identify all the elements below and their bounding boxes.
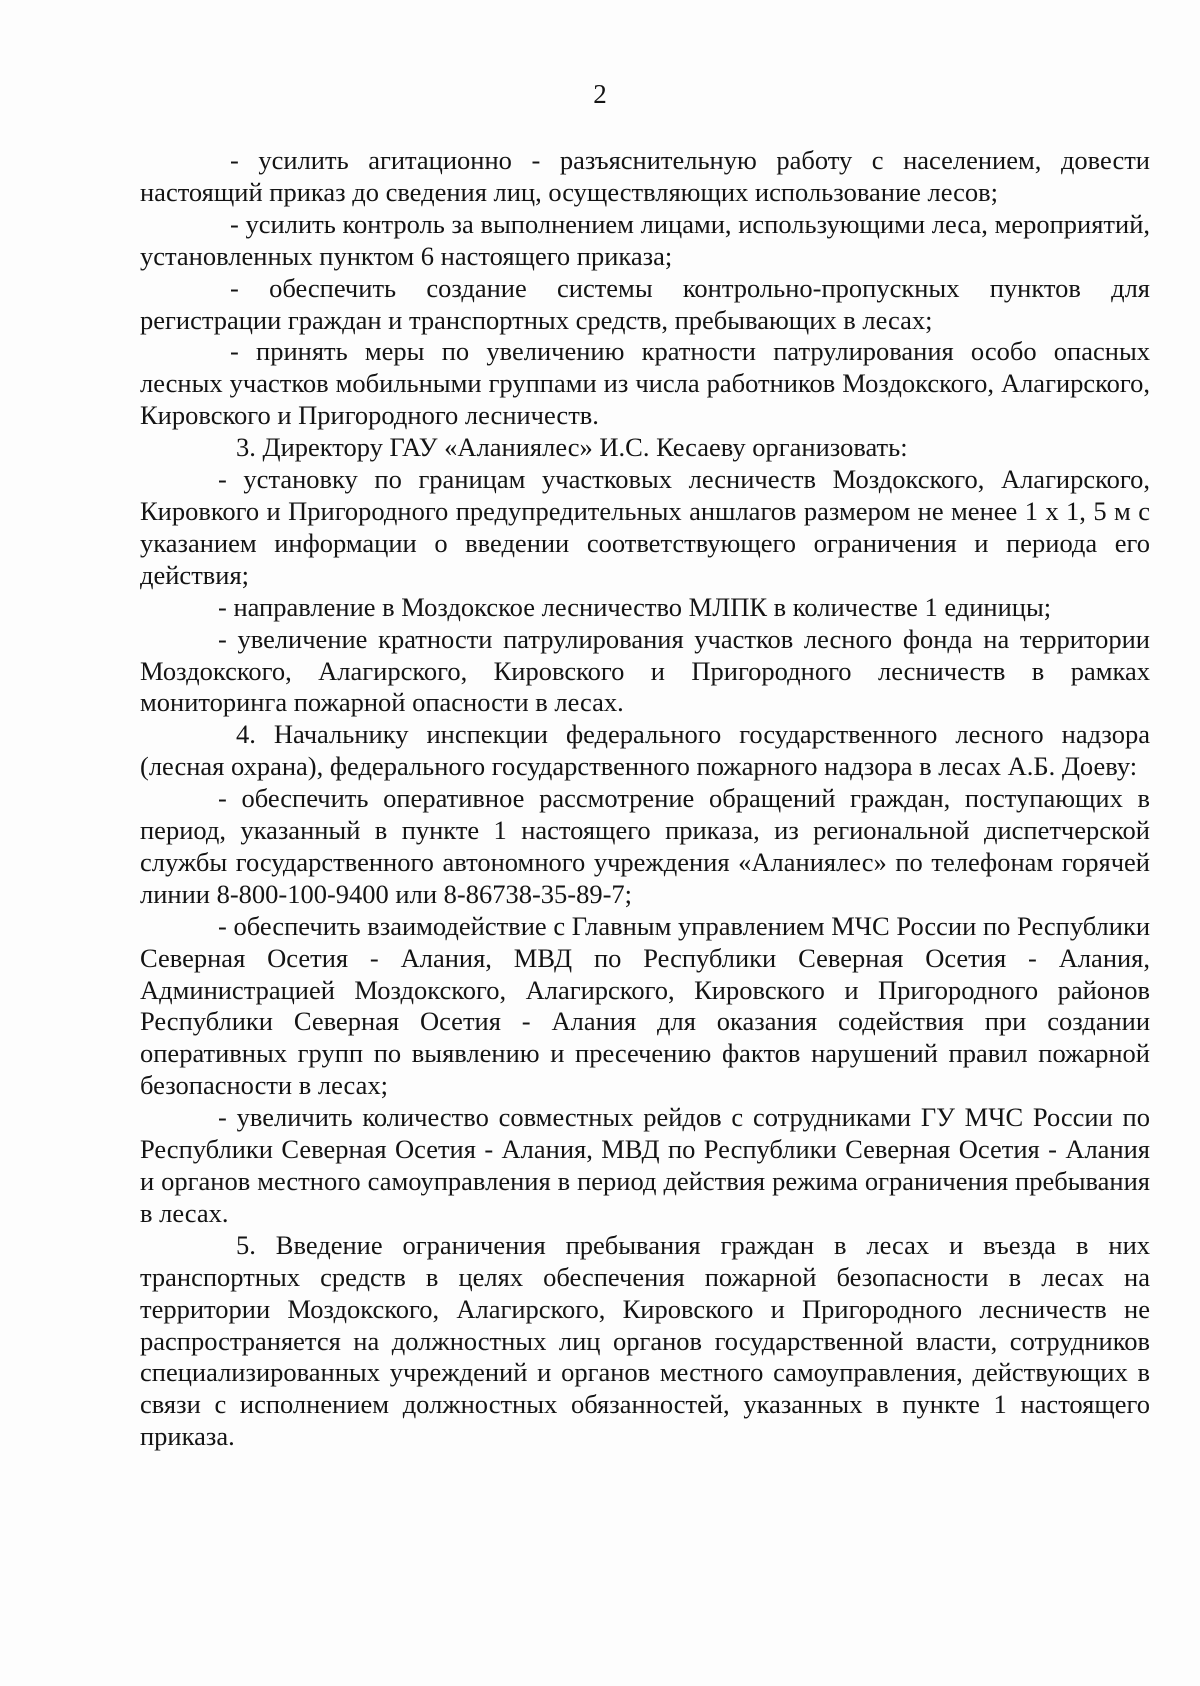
paragraph-hotline-requests: - обеспечить оперативное рассмотрение обращений граждан, поступающих в период, указанный в пункте 1 настоящего приказа, из региональной диспетчерской службы государственного автономного учреждения «Аланиялес» по телефонам горячей линии 8-800-100-9400 или 8-86738-35-89-7; bbox=[140, 783, 1150, 909]
paragraph-patrol-frequency: - принять меры по увеличению кратности патрулирования особо опасных лесных участков мобильными группами из числа работников Моздокского, Алагирского, Кировского и Пригородного лесничеств. bbox=[140, 336, 1150, 431]
paragraph-mlpk-direction: - направление в Моздокское лесничество МЛПК в количестве 1 единицы; bbox=[218, 591, 1052, 622]
paragraph-warning-signs: - установку по границам участковых лесничеств Моздокского, Алагирского, Кировкого и Пригородного предупредительных аншлагов размером не менее 1 х 1, 5 м с указанием информации о введении соответствующего ограничения и периода его действия; bbox=[140, 464, 1150, 590]
page-number: 2 bbox=[593, 79, 607, 109]
paragraph-item-3: 3. Директору ГАУ «Аланиялес» И.С. Кесаеву организовать: bbox=[236, 432, 908, 463]
paragraph-joint-raids: - увеличить количество совместных рейдов с сотрудниками ГУ МЧС России по Республики Северная Осетия - Алания, МВД по Республики Северная Осетия - Алания и органов местного самоуправления в период действия режима ограничения пребывания в лесах. bbox=[140, 1102, 1150, 1228]
paragraph-control-measures: - усилить контроль за выполнением лицами, использующими леса, мероприятий, установленных пунктом 6 настоящего приказа; bbox=[140, 208, 1150, 271]
paragraph-agitation-work: - усилить агитационно - разъяснительную работу с населением, довести настоящий приказ до сведения лиц, осуществляющих использование лесов; bbox=[140, 145, 1150, 207]
paragraph-interaction-mchs: - обеспечить взаимодействие с Главным управлением МЧС России по Республики Северная Осетия - Алания, МВД по Республики Северная Осетия - Алания, Администрацией Моздокского, Алагирского, Кировского и Пригородного районов Республики Северная Осетия - Алания для оказания содействия при создании оперативных групп по выявлению и пресечению фактов нарушений правил пожарной безопасности в лесах; bbox=[140, 910, 1150, 1101]
document-body bbox=[140, 145, 1150, 1453]
paragraph-patrol-increase: - увеличение кратности патрулирования участков лесного фонда на территории Моздокского, Алагирского, Кировского и Пригородного лесничеств в рамках мониторинга пожарной опасности в лесах. bbox=[140, 623, 1150, 718]
paragraph-item-5: 5. Введение ограничения пребывания граждан в лесах и въезда в них транспортных средств в целях обеспечения пожарной безопасности в лесах на территории Моздокского, Алагирского, Кировского и Пригородного лесничеств не распространяется на должностных лиц органов государственной власти, сотрудников специализированных учреждений и органов местного самоуправления, действующих в связи с исполнением должностных обязанностей, указанных в пункте 1 настоящего приказа. bbox=[140, 1229, 1150, 1452]
paragraph-checkpoints: - обеспечить создание системы контрольно-пропускных пунктов для регистрации граждан и транспортных средств, пребывающих в лесах; bbox=[140, 272, 1150, 335]
paragraph-item-4: 4. Начальнику инспекции федерального государственного лесного надзора (лесная охрана), федерального государственного пожарного надзора в лесах А.Б. Доеву: bbox=[140, 719, 1150, 782]
